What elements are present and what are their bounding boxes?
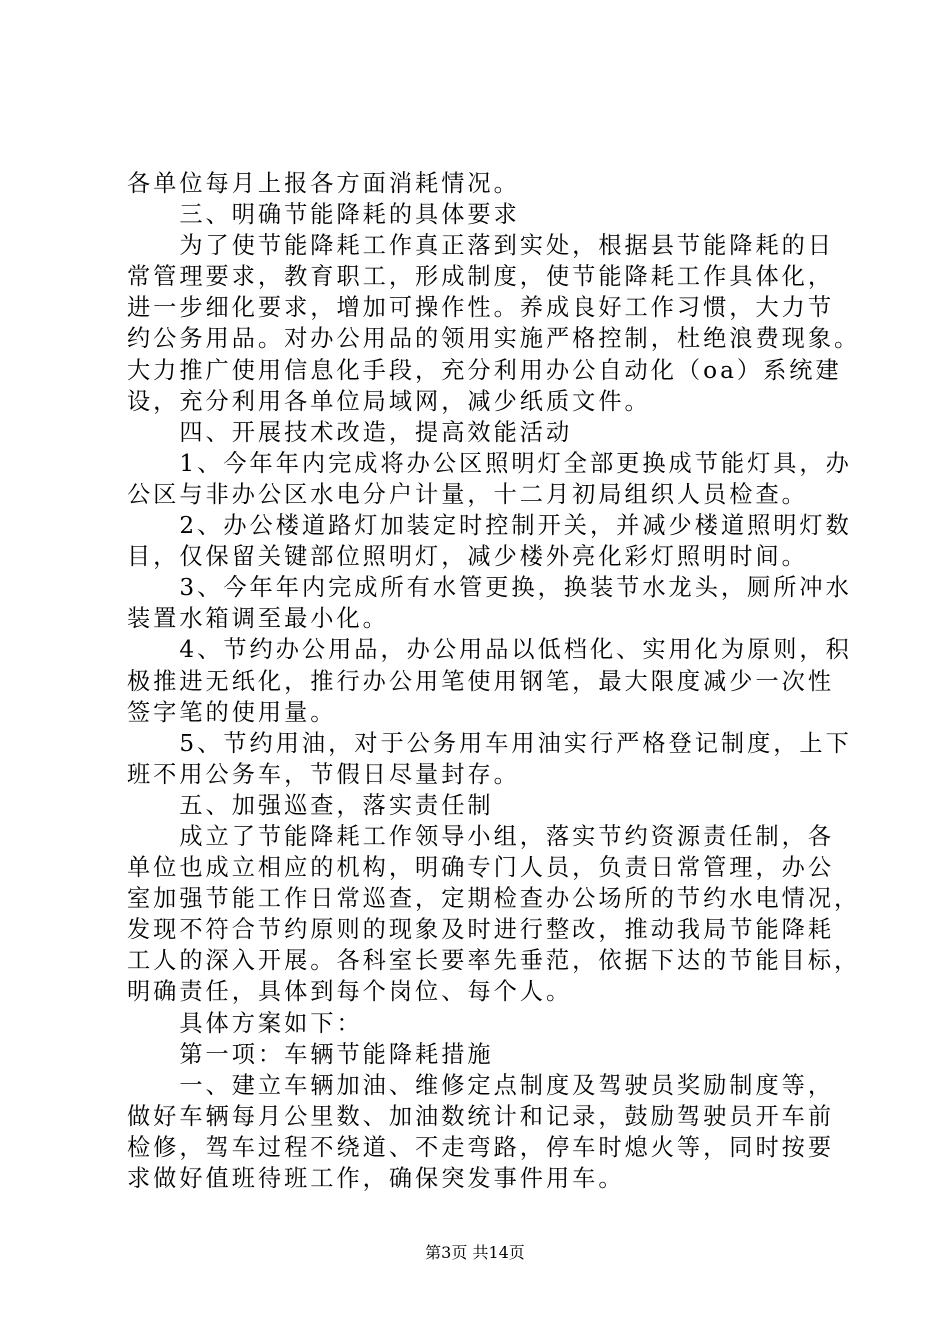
text-line: 求做好值班待班工作，确保突发事件用车。 <box>127 1165 625 1192</box>
text-line: 各单位每月上报各方面消耗情况。 <box>127 170 520 197</box>
text-line: 工人的深入开展。各科室长要率先垂范，依据下达的节能目标， <box>127 947 861 975</box>
text-line: 4、节约办公用品，办公用品以低档化、实用化为原则，积 <box>127 636 852 664</box>
text-line: 单位也成立相应的机构，明确专门人员，负责日常管理，办公 <box>127 854 835 882</box>
text-line: 成立了节能降耗工作领导小组，落实节约资源责任制，各 <box>127 822 835 850</box>
text-line: 检修，驾车过程不绕道、不走弯路，停车时熄火等，同时按要 <box>127 1133 835 1161</box>
text-line: 发现不符合节约原则的现象及时进行整改，推动我局节能降耗 <box>127 916 835 944</box>
text-line: 约公务用品。对办公用品的领用实施严格控制，杜绝浪费现象。 <box>127 325 861 353</box>
text-line: 1、今年年内完成将办公区照明灯全部更换成节能灯具，办 <box>127 449 852 477</box>
text-line: 明确责任，具体到每个岗位、每个人。 <box>127 978 573 1006</box>
text-line: 做好车辆每月公里数、加油数统计和记录，鼓励驾驶员开车前 <box>127 1102 835 1130</box>
text-line: 常管理要求，教育职工，形成制度，使节能降耗工作具体化， <box>127 263 835 291</box>
text-line: 装置水箱调至最小化。 <box>127 605 389 633</box>
text-line: 2、办公楼道路灯加装定时控制开关，并减少楼道照明灯数 <box>127 512 852 540</box>
text-line: 进一步细化要求，增加可操作性。养成良好工作习惯，大力节 <box>127 294 835 322</box>
text-line: 室加强节能工作日常巡查，定期检查办公场所的节约水电情况， <box>127 885 861 913</box>
text-line: 极推进无纸化，推行办公用笔使用钢笔，最大限度减少一次性 <box>127 667 835 695</box>
text-line: 五、加强巡查，落实责任制 <box>127 791 494 819</box>
body-text <box>127 168 861 1194</box>
text-line: 四、开展技术改造，提高效能活动 <box>127 418 573 446</box>
text-line: 3、今年年内完成所有水管更换，换装节水龙头，厕所冲水 <box>127 574 852 602</box>
text-line: 一、建立车辆加油、维修定点制度及驾驶员奖励制度等， <box>127 1071 835 1099</box>
page-footer: 第3页 共14页 <box>425 1243 525 1262</box>
text-line: 班不用公务车，节假日尽量封存。 <box>127 760 520 788</box>
text-line: 三、明确节能降耗的具体要求 <box>127 201 520 229</box>
text-line: 目，仅保留关键部位照明灯，减少楼外亮化彩灯照明时间。 <box>127 543 808 571</box>
text-line: 签字笔的使用量。 <box>127 698 337 726</box>
text-line: 为了使节能降耗工作真正落到实处，根据县节能降耗的日 <box>127 232 835 260</box>
text-line: 设，充分利用各单位局域网，减少纸质文件。 <box>127 387 651 415</box>
text-line: 5、节约用油，对于公务用车用油实行严格登记制度，上下 <box>127 729 852 757</box>
text-line: 公区与非办公区水电分户计量，十二月初局组织人员检查。 <box>127 480 808 508</box>
text-line: 具体方案如下： <box>127 1009 363 1037</box>
text-line: 大力推广使用信息化手段，充分利用办公自动化（oa）系统建 <box>127 356 842 384</box>
text-line: 第一项：车辆节能降耗措施 <box>127 1040 494 1068</box>
